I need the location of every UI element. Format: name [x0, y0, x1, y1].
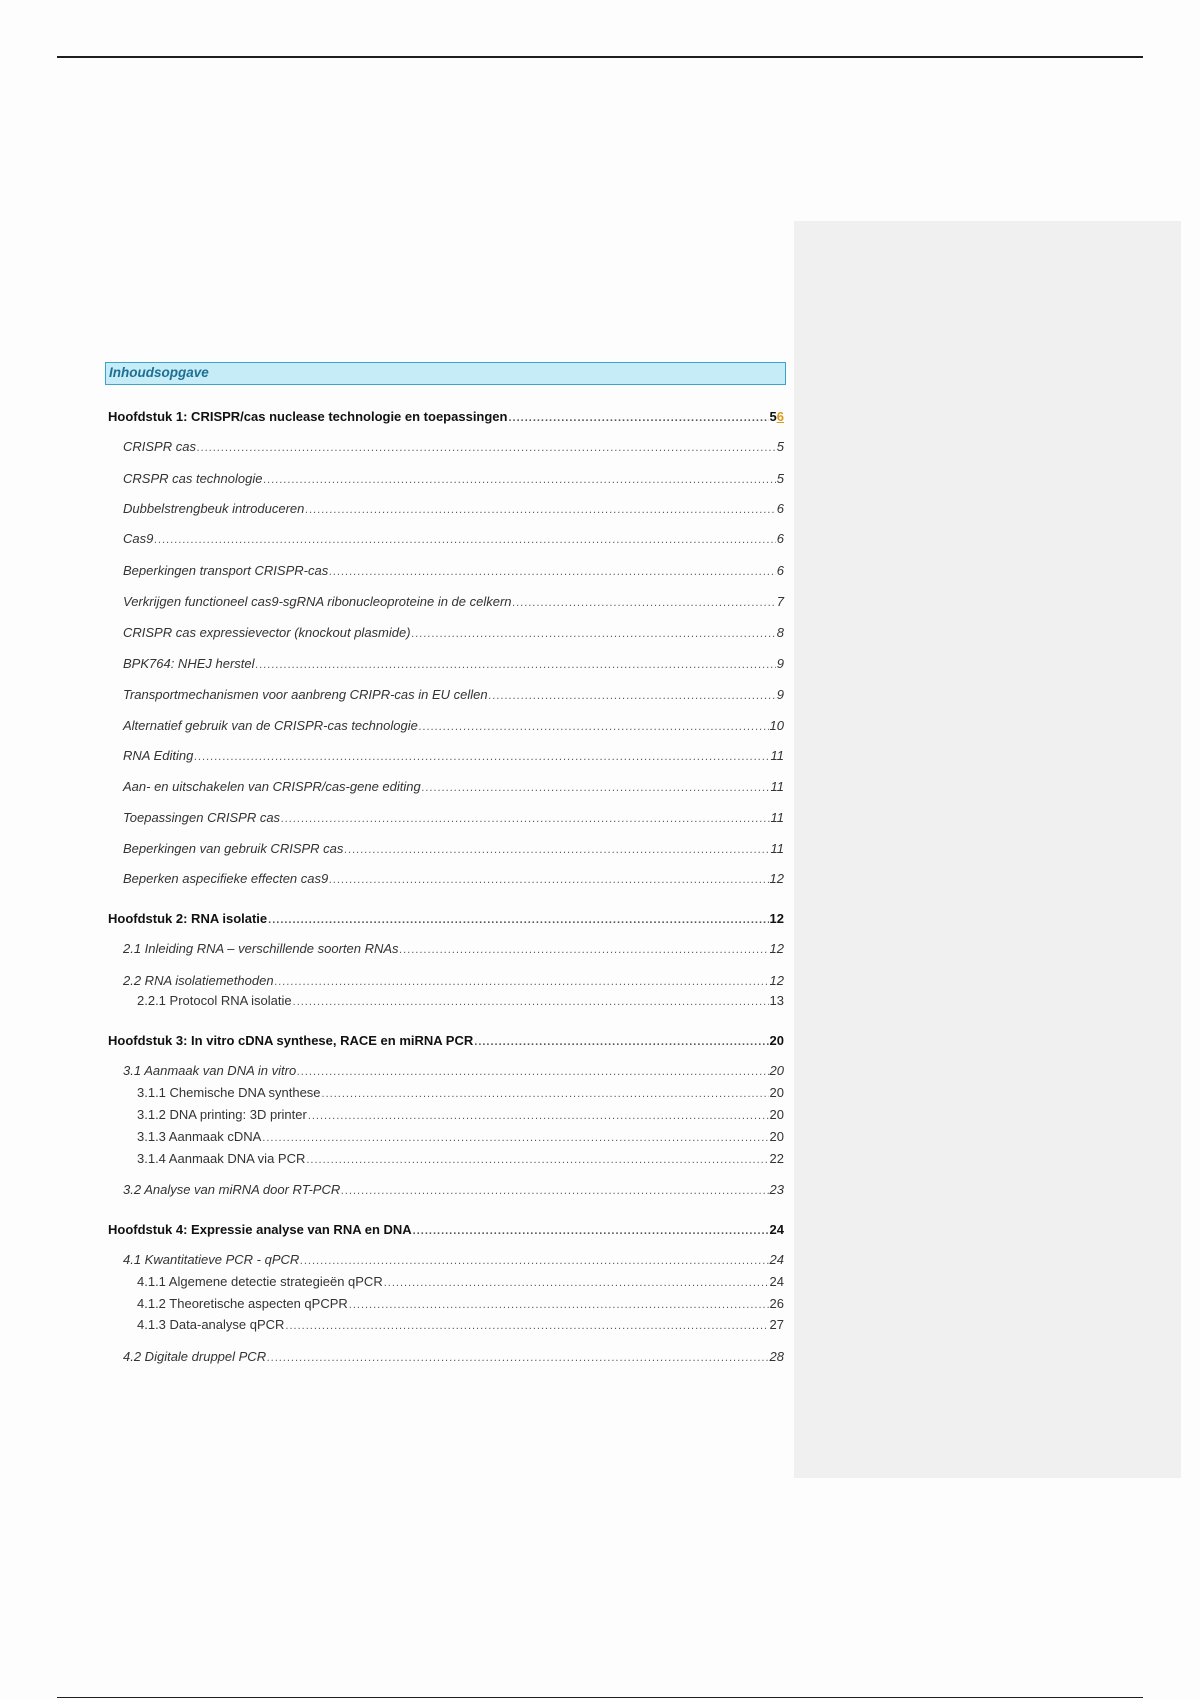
toc-dot-leader — [400, 942, 769, 958]
toc-page-number — [770, 1151, 784, 1167]
toc-dot-leader — [508, 410, 768, 426]
toc-dot-leader — [297, 1064, 768, 1080]
toc-page-number — [770, 1085, 784, 1101]
toc-page-number-value: 12 — [769, 973, 784, 988]
toc-page-number-value: 7 — [776, 594, 784, 609]
toc-entry-title: Hoofdstuk 4: Expressie analyse van RNA en DNA — [108, 1222, 412, 1237]
toc-entry-title: Toepassingen CRISPR cas — [123, 810, 281, 825]
toc-page-number — [777, 625, 784, 641]
toc-page-number-value: 5 — [776, 439, 784, 454]
toc-subsection-entry[interactable] — [137, 1107, 784, 1124]
toc-page-number — [770, 409, 784, 425]
toc-page-number-value: 20 — [769, 1085, 784, 1100]
toc-dot-leader — [154, 532, 775, 548]
toc-dot-leader — [329, 872, 768, 888]
toc-page-number — [771, 841, 785, 857]
toc-entry-title: CRISPR cas expressievector (knockout plasmide) — [123, 625, 411, 640]
toc-entry-title: RNA Editing — [123, 748, 194, 763]
toc-entry-title: 3.1.2 DNA printing: 3D printer — [137, 1107, 307, 1122]
toc-page-number-value: 22 — [769, 1151, 784, 1166]
toc-dot-leader — [306, 1152, 768, 1168]
toc-section-entry[interactable] — [123, 656, 784, 673]
toc-page-number-value: 11 — [770, 841, 784, 856]
toc-dot-leader — [263, 472, 775, 488]
toc-page-number — [777, 563, 784, 579]
toc-dot-leader — [489, 688, 776, 704]
toc-section-entry[interactable] — [123, 1063, 784, 1080]
toc-entry-title: 3.1.3 Aanmaak cDNA — [137, 1129, 262, 1144]
toc-page-number-value: 10 — [769, 718, 784, 733]
toc-page-number-value: 6 — [776, 531, 784, 546]
toc-page-number — [770, 871, 784, 887]
toc-page-number — [777, 439, 784, 455]
toc-page-number-value: 24 — [769, 1252, 784, 1267]
toc-page-number-value: 20 — [769, 1033, 784, 1048]
toc-page-number — [770, 973, 784, 989]
toc-page-number-value: 5 — [769, 409, 777, 424]
toc-entry-title: 4.1.1 Algemene detectie strategieën qPCR — [137, 1274, 383, 1289]
toc-entry-title: Alternatief gebruik van de CRISPR-cas technologie — [123, 718, 418, 733]
page-bottom-rule — [57, 1697, 1143, 1698]
toc-section-entry[interactable] — [123, 531, 784, 548]
toc-entry-title: BPK764: NHEJ herstel — [123, 656, 255, 671]
toc-page-number — [770, 1033, 784, 1049]
toc-entry-title: Beperken aspecifieke effecten cas9 — [123, 871, 329, 886]
toc-chapter-entry[interactable] — [108, 911, 784, 928]
toc-entry-title: 4.1.2 Theoretische aspecten qPCPR — [137, 1296, 348, 1311]
toc-entry-title: 4.1.3 Data-analyse qPCR — [137, 1317, 285, 1332]
toc-dot-leader — [305, 502, 775, 518]
toc-section-entry[interactable] — [123, 810, 784, 827]
toc-page-number-value: 12 — [769, 871, 784, 886]
toc-section-entry[interactable] — [123, 1349, 784, 1366]
toc-page-number-value: 9 — [776, 687, 784, 702]
toc-page-number — [770, 718, 784, 734]
toc-entry-title: Cas9 — [123, 531, 154, 546]
toc-section-entry[interactable] — [123, 1182, 784, 1199]
toc-page-number — [777, 687, 784, 703]
toc-dot-leader — [267, 1350, 768, 1366]
toc-entry-title: Dubbelstrengbeuk introduceren — [123, 501, 305, 516]
toc-entry-title: Transportmechanismen voor aanbreng CRIPR-cas in EU cellen — [123, 687, 488, 702]
toc-page-number-value: 11 — [770, 779, 784, 794]
toc-entry-title: 3.1 Aanmaak van DNA in vitro — [123, 1063, 297, 1078]
toc-chapter-entry[interactable] — [108, 1033, 784, 1050]
toc-subsection-entry[interactable] — [137, 1129, 784, 1146]
toc-subsection-entry[interactable] — [137, 1085, 784, 1102]
toc-page-number-value: 23 — [769, 1182, 784, 1197]
toc-dot-leader — [281, 811, 769, 827]
toc-section-entry[interactable] — [123, 941, 784, 958]
toc-section-entry[interactable] — [123, 625, 784, 642]
toc-page-number-value: 20 — [769, 1129, 784, 1144]
toc-page-number — [771, 779, 785, 795]
toc-dot-leader — [384, 1275, 769, 1291]
toc-dot-leader — [341, 1183, 768, 1199]
toc-section-entry[interactable] — [123, 471, 784, 488]
toc-page-number — [770, 1317, 784, 1333]
toc-section-entry[interactable] — [123, 563, 784, 580]
toc-page-number — [777, 501, 784, 517]
toc-dot-leader — [413, 1223, 769, 1239]
toc-subsection-entry[interactable] — [137, 1274, 784, 1291]
toc-page-number-value: 27 — [769, 1317, 784, 1332]
toc-page-number — [770, 1063, 784, 1079]
toc-section-entry[interactable] — [123, 973, 784, 990]
toc-entry-title: Hoofdstuk 3: In vitro cDNA synthese, RACE en miRNA PCR — [108, 1033, 474, 1048]
toc-section-entry[interactable] — [123, 1252, 784, 1269]
toc-dot-leader — [275, 974, 769, 990]
toc-section-entry[interactable] — [123, 718, 784, 735]
toc-chapter-entry[interactable] — [108, 1222, 784, 1239]
toc-page-number — [771, 810, 785, 826]
toc-page-number-value: 24 — [769, 1274, 784, 1289]
toc-dot-leader — [329, 564, 776, 580]
toc-page-number-value: 20 — [769, 1063, 784, 1078]
toc-entry-title: 4.2 Digitale druppel PCR — [123, 1349, 267, 1364]
toc-dot-leader — [300, 1253, 768, 1269]
toc-dot-leader — [344, 842, 769, 858]
toc-section-entry[interactable] — [123, 748, 784, 765]
toc-page-number-value: 6 — [776, 501, 784, 516]
toc-subsection-entry[interactable] — [137, 993, 784, 1010]
tracked-change-marker[interactable]: 6 — [776, 409, 784, 424]
toc-page-number — [777, 471, 784, 487]
toc-entry-title: Beperkingen van gebruik CRISPR cas — [123, 841, 344, 856]
toc-entry-title: Beperkingen transport CRISPR-cas — [123, 563, 329, 578]
toc-dot-leader — [197, 440, 776, 456]
toc-section-entry[interactable] — [123, 687, 784, 704]
toc-page-number-value: 12 — [769, 911, 784, 926]
toc-entry-title: Verkrijgen functioneel cas9-sgRNA ribonucleoproteine in de celkern — [123, 594, 512, 609]
toc-subsection-entry[interactable] — [137, 1296, 784, 1313]
toc-page-number-value: 9 — [776, 656, 784, 671]
toc-entry-title: Hoofdstuk 2: RNA isolatie — [108, 911, 268, 926]
toc-dot-leader — [194, 749, 769, 765]
toc-dot-leader — [268, 912, 768, 928]
toc-page-number-value: 6 — [776, 563, 784, 578]
toc-dot-leader — [474, 1034, 768, 1050]
toc-entry-title: 2.2.1 Protocol RNA isolatie — [137, 993, 292, 1008]
toc-page-number — [770, 941, 784, 957]
toc-page-number — [770, 1107, 784, 1123]
toc-page-number-value: 20 — [769, 1107, 784, 1122]
toc-section-entry[interactable] — [123, 501, 784, 518]
toc-entry-title: 4.1 Kwantitatieve PCR - qPCR — [123, 1252, 300, 1267]
toc-entry-title: 3.2 Analyse van miRNA door RT-PCR — [123, 1182, 341, 1197]
toc-page-number-value: 8 — [776, 625, 784, 640]
toc-section-entry[interactable] — [123, 439, 784, 456]
toc-page-number — [777, 594, 784, 610]
toc-page-number — [770, 993, 784, 1009]
toc-entry-title: CRISPR cas — [123, 439, 196, 454]
toc-dot-leader — [262, 1130, 768, 1146]
toc-section-entry[interactable] — [123, 779, 784, 796]
toc-page-number — [777, 656, 784, 672]
toc-page-number — [770, 1274, 784, 1290]
toc-dot-leader — [412, 626, 776, 642]
toc-page-number — [771, 748, 785, 764]
toc-page-number-value: 28 — [769, 1349, 784, 1364]
toc-entry-title: 3.1.1 Chemische DNA synthese — [137, 1085, 321, 1100]
toc-page-number — [770, 1296, 784, 1312]
toc-page-number — [770, 1349, 784, 1365]
toc-dot-leader — [285, 1318, 768, 1334]
comment-margin-pane — [794, 221, 1181, 1478]
toc-section-entry[interactable] — [123, 871, 784, 888]
toc-page-number-value: 11 — [770, 810, 784, 825]
toc-dot-leader — [293, 994, 769, 1010]
toc-page-number — [777, 531, 784, 547]
toc-dot-leader — [419, 719, 769, 735]
toc-page-number — [770, 1252, 784, 1268]
toc-dot-leader — [422, 780, 770, 796]
toc-entry-title: CRSPR cas technologie — [123, 471, 263, 486]
toc-page-number — [770, 1182, 784, 1198]
toc-page-number-value: 24 — [769, 1222, 784, 1237]
toc-entry-title: Aan- en uitschakelen van CRISPR/cas-gene editing — [123, 779, 421, 794]
toc-section-entry[interactable] — [123, 594, 784, 611]
toc-chapter-entry[interactable] — [108, 409, 784, 426]
toc-dot-leader — [322, 1086, 769, 1102]
toc-page-number — [770, 1222, 784, 1238]
toc-page-number-value: 26 — [769, 1296, 784, 1311]
toc-dot-leader — [349, 1297, 769, 1313]
toc-page-number-value: 11 — [770, 748, 784, 763]
toc-dot-leader — [513, 595, 776, 611]
toc-heading[interactable]: Inhoudsopgave — [105, 362, 786, 385]
toc-subsection-entry[interactable] — [137, 1317, 784, 1334]
toc-page-number — [770, 911, 784, 927]
toc-page-number-value: 5 — [776, 471, 784, 486]
toc-section-entry[interactable] — [123, 841, 784, 858]
toc-dot-leader — [308, 1108, 769, 1124]
toc-entry-title: 3.1.4 Aanmaak DNA via PCR — [137, 1151, 306, 1166]
page-top-rule — [57, 56, 1143, 58]
toc-entry-title: 2.1 Inleiding RNA – verschillende soorten RNAs — [123, 941, 399, 956]
toc-page-number-value: 13 — [769, 993, 784, 1008]
toc-dot-leader — [256, 657, 776, 673]
toc-entry-title: Hoofdstuk 1: CRISPR/cas nuclease technologie en toepassingen — [108, 409, 508, 424]
toc-page-number-value: 12 — [769, 941, 784, 956]
toc-entry-title: 2.2 RNA isolatiemethoden — [123, 973, 274, 988]
toc-page-number — [770, 1129, 784, 1145]
toc-subsection-entry[interactable] — [137, 1151, 784, 1168]
